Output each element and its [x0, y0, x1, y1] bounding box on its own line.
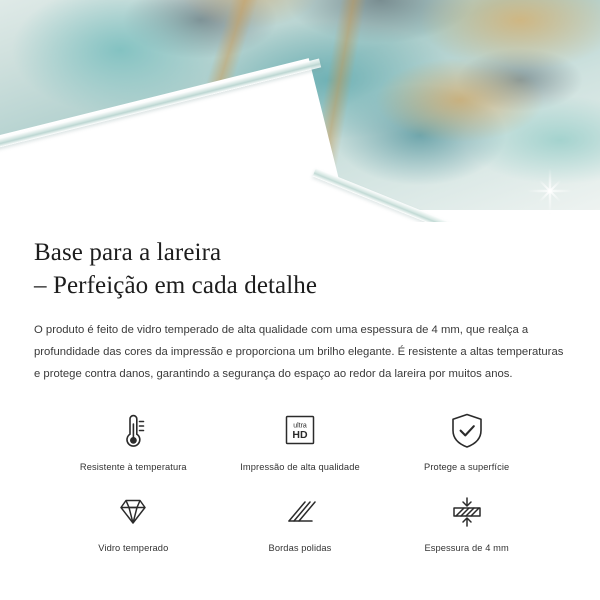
- page-title: [34, 236, 566, 303]
- diamond-icon: [111, 490, 155, 534]
- headline-line-1: Base para a lareira: [34, 239, 222, 266]
- description-paragraph: O produto é feito de vidro temperado de alta qualidade com uma espessura de 4 mm, que realça a profundidade das cores da impressão e proporciona um brilho elegante. É resistente a altas temperaturas e protege contra danos, garantindo a segurança do espaço ao redor da lareira por muitos anos.: [34, 323, 564, 380]
- shield-check-icon: [445, 409, 489, 453]
- svg-text:ultra: ultra: [293, 422, 307, 430]
- description-content: [0, 222, 600, 553]
- feature-label: Protege a superfície: [424, 461, 510, 472]
- feature-label: Vidro temperado: [98, 542, 169, 553]
- feature-tempered-glass: [50, 490, 217, 553]
- feature-label: Resistente à temperatura: [79, 461, 187, 472]
- polished-edges-icon: [278, 490, 322, 534]
- feature-polished-edges: [217, 490, 384, 553]
- thickness-arrows-icon: [445, 490, 489, 534]
- feature-thickness-4mm: [383, 490, 550, 553]
- thermometer-icon: [111, 409, 155, 453]
- feature-label: Impressão de alta qualidade: [240, 461, 360, 472]
- feature-temperature-resistant: [50, 409, 217, 472]
- feature-grid: [34, 409, 566, 553]
- feature-surface-protection: [383, 409, 550, 472]
- ultra-hd-icon: [278, 409, 322, 453]
- svg-text:HD: HD: [292, 428, 308, 441]
- hero-image: [0, 0, 600, 222]
- feature-label: Bordas polidas: [268, 542, 332, 553]
- feature-label: Espessura de 4 mm: [424, 542, 509, 553]
- feature-high-quality-print: [217, 409, 384, 472]
- headline-line-2: – Perfeição em cada detalhe: [34, 272, 318, 300]
